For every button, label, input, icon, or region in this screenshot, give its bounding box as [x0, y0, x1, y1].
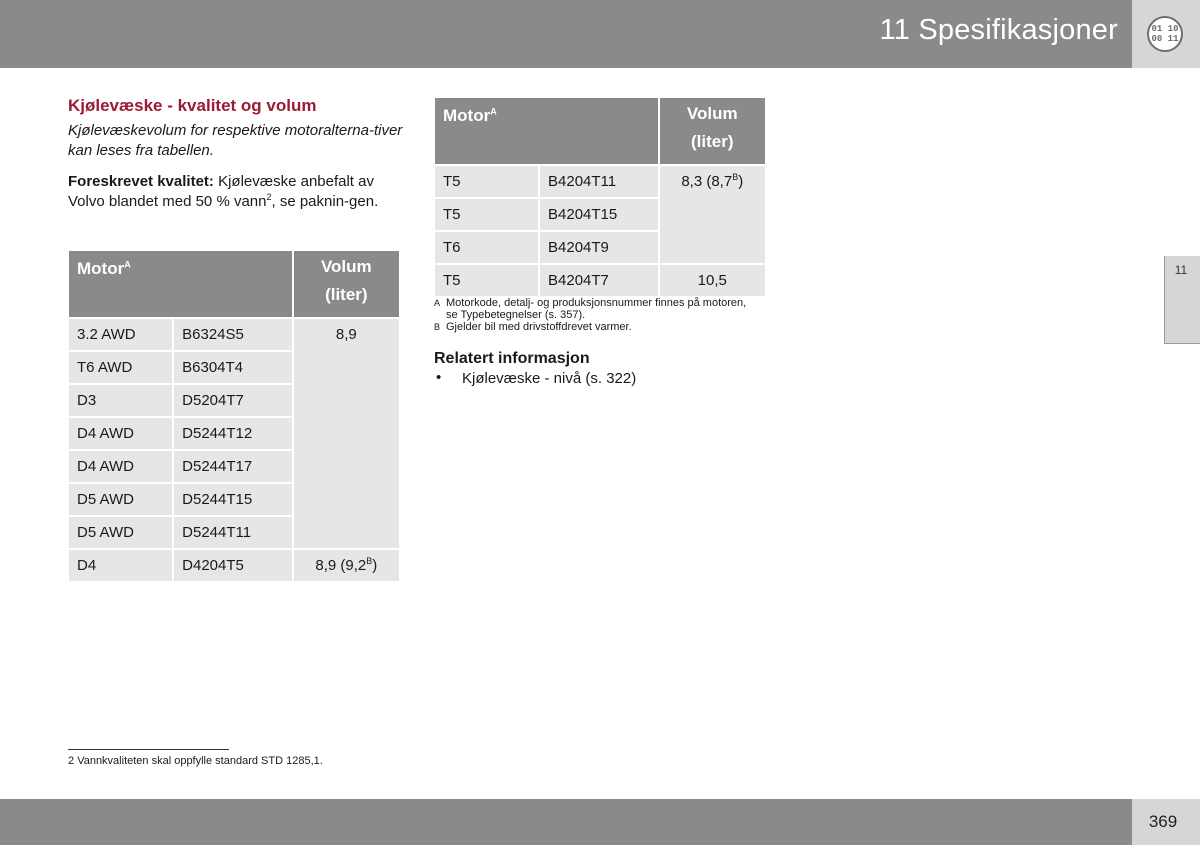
- footnote-mark: B: [434, 322, 441, 332]
- engine-cell: D5 AWD: [69, 484, 172, 515]
- intro-text: Kjølevæskevolum for respektive motoralterna-tiver kan leses fra tabellen.: [68, 122, 403, 159]
- volume-header: Volum (liter): [294, 251, 399, 317]
- coolant-volume-table-right: [433, 96, 767, 298]
- bullet-icon: •: [436, 369, 442, 386]
- engine-cell: D5 AWD: [69, 517, 172, 548]
- table-footnotes: [434, 297, 754, 333]
- engine-code-cell: B4204T11: [540, 166, 658, 197]
- footnote-divider: [68, 749, 229, 750]
- motor-header: Motor$^A$: [435, 98, 658, 164]
- footer-bar: [0, 799, 1132, 845]
- footnote-ref[interactable]: 2: [266, 192, 272, 202]
- table-row: [69, 319, 399, 350]
- engine-cell: 3.2 AWD: [69, 319, 172, 350]
- footnote-mark: 2: [68, 755, 75, 767]
- volume-cell: 8,9: [294, 319, 399, 548]
- engine-code-cell: B4204T9: [540, 232, 658, 263]
- page-number: 369: [1148, 812, 1178, 831]
- engine-code-cell: D5244T11: [174, 517, 291, 548]
- table-row: [69, 550, 399, 581]
- engine-cell: D3: [69, 385, 172, 416]
- table-footnote-a: A Motorkode, detalj- og produksjonsnummer finnes på motoren, se Typebetegnelser (s. 357).: [434, 297, 747, 321]
- quality-label: Foreskrevet kvalitet:: [68, 173, 214, 190]
- engine-cell: D4 AWD: [69, 451, 172, 482]
- footnote-text: Vannkvaliteten skal oppfylle standard STD 1285,1.: [77, 755, 323, 767]
- related-info-title: Relatert informasjon: [434, 350, 590, 367]
- volume-cell: 8,3 $(8,7^B)$: [660, 166, 765, 263]
- related-info-list: [434, 370, 636, 387]
- engine-cell: T6 AWD: [69, 352, 172, 383]
- motor-header: Motor$^A$: [69, 251, 292, 317]
- engine-code-cell: B4204T15: [540, 199, 658, 230]
- engine-cell: T5: [435, 199, 538, 230]
- engine-cell: T5: [435, 166, 538, 197]
- motor-header-footnote-ref: A: [124, 259, 131, 270]
- footnote-mark: A: [434, 298, 441, 308]
- volume-header: Volum (liter): [660, 98, 765, 164]
- chapter-logo-icon: [1147, 16, 1183, 52]
- chapter-side-tab-label: 11: [1174, 263, 1188, 277]
- engine-code-cell: B6304T4: [174, 352, 291, 383]
- motor-header-footnote-ref: A: [490, 106, 497, 117]
- volume-cell: 10,5: [660, 265, 765, 296]
- coolant-volume-table-left: [67, 249, 401, 583]
- engine-code-cell: D5244T12: [174, 418, 291, 449]
- page-footnote: [68, 755, 323, 767]
- logo-digits-bottom: 00 11: [1151, 34, 1179, 44]
- table-row: [435, 265, 765, 296]
- table-row: [435, 166, 765, 197]
- engine-code-cell: D5204T7: [174, 385, 291, 416]
- quality-text: Kjølevæske anbefalt av Volvo blandet med 50 % vann: [68, 173, 374, 210]
- volume-footnote-ref: B: [366, 556, 373, 566]
- engine-code-cell: B4204T7: [540, 265, 658, 296]
- chapter-side-tab[interactable]: [1164, 256, 1200, 344]
- section-title: Kjølevæske - kvalitet og volum: [68, 96, 317, 115]
- table-footnote-b: B Gjelder bil med drivstoffdrevet varmer.: [434, 321, 632, 333]
- engine-code-cell: B6324S5: [174, 319, 291, 350]
- quality-text-end: , se paknin-gen.: [271, 193, 379, 210]
- volume-cell: 8,9 $(9,2^B)$: [294, 550, 399, 581]
- engine-code-cell: D5244T17: [174, 451, 291, 482]
- quality-paragraph: [68, 172, 403, 212]
- engine-cell: D4: [69, 550, 172, 581]
- engine-code-cell: D4204T5: [174, 550, 291, 581]
- engine-cell: T5: [435, 265, 538, 296]
- related-info-link-text: Kjølevæske - nivå (s. 322): [462, 370, 637, 387]
- engine-cell: T6: [435, 232, 538, 263]
- logo-digits-top: 01 10: [1151, 24, 1179, 34]
- engine-cell: D4 AWD: [69, 418, 172, 449]
- related-info-link[interactable]: [434, 370, 636, 387]
- volume-footnote-ref: B: [732, 172, 739, 182]
- engine-code-cell: D5244T15: [174, 484, 291, 515]
- chapter-title: 11 Spesifikasjoner: [879, 14, 1118, 46]
